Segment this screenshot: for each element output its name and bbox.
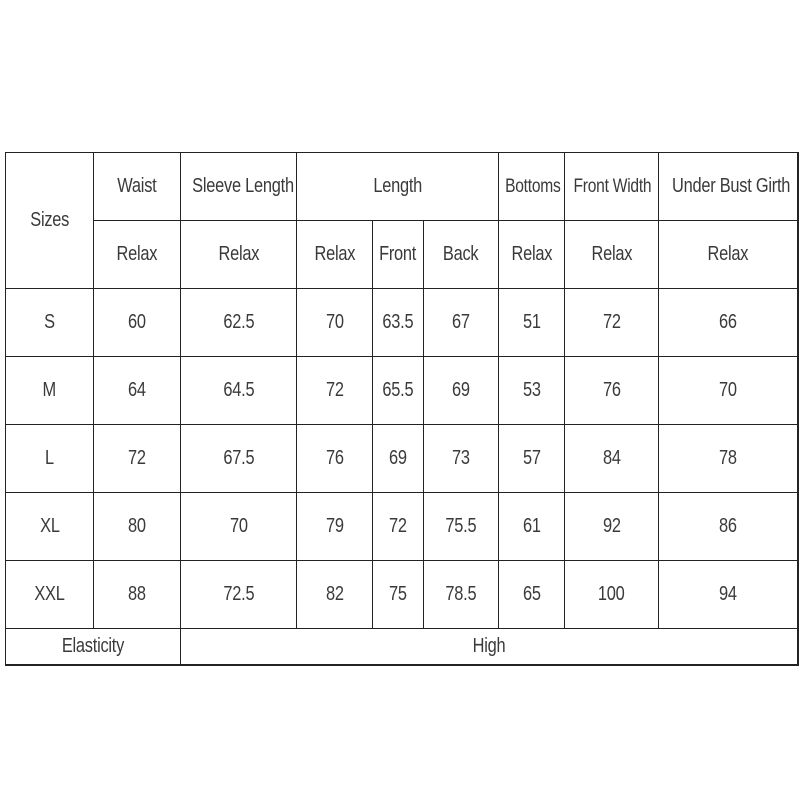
size-cell: XXL xyxy=(6,561,94,629)
size-cell: XL xyxy=(6,493,94,561)
value-cell: 78 xyxy=(659,425,798,493)
value-cell: 72.5 xyxy=(181,561,297,629)
table-row xyxy=(6,357,798,425)
value-cell: 84 xyxy=(565,425,659,493)
size-chart-table xyxy=(5,152,799,666)
value-cell: 73 xyxy=(424,425,499,493)
table-row xyxy=(6,425,798,493)
value-cell: 80 xyxy=(94,493,181,561)
subheader-cell: Relax xyxy=(565,221,659,289)
value-cell: 72 xyxy=(94,425,181,493)
value-cell: 72 xyxy=(373,493,424,561)
value-cell: 65.5 xyxy=(373,357,424,425)
elasticity-value: High xyxy=(181,629,798,665)
subheader-cell: Relax xyxy=(297,221,373,289)
value-cell: 82 xyxy=(297,561,373,629)
value-cell: 70 xyxy=(181,493,297,561)
header-row-sub xyxy=(6,221,798,289)
sleeve-length-header: Sleeve Length xyxy=(181,153,297,221)
subheader-cell: Relax xyxy=(94,221,181,289)
value-cell: 60 xyxy=(94,289,181,357)
value-cell: 100 xyxy=(565,561,659,629)
under-bust-girth-header: Under Bust Girth xyxy=(659,153,798,221)
value-cell: 67 xyxy=(424,289,499,357)
value-cell: 70 xyxy=(297,289,373,357)
value-cell: 63.5 xyxy=(373,289,424,357)
elasticity-label: Elasticity xyxy=(6,629,181,665)
length-header: Length xyxy=(297,153,499,221)
value-cell: 65 xyxy=(499,561,565,629)
size-cell: S xyxy=(6,289,94,357)
value-cell: 70 xyxy=(659,357,798,425)
value-cell: 88 xyxy=(94,561,181,629)
value-cell: 53 xyxy=(499,357,565,425)
sizes-header: Sizes xyxy=(6,153,94,289)
header-row-groups xyxy=(6,153,798,221)
value-cell: 64 xyxy=(94,357,181,425)
table-row xyxy=(6,289,798,357)
value-cell: 72 xyxy=(297,357,373,425)
value-cell: 72 xyxy=(565,289,659,357)
elasticity-row xyxy=(6,629,798,665)
front-width-header: Front Width xyxy=(565,153,659,221)
bottoms-header: Bottoms xyxy=(499,153,565,221)
value-cell: 69 xyxy=(424,357,499,425)
subheader-cell: Relax xyxy=(181,221,297,289)
value-cell: 62.5 xyxy=(181,289,297,357)
value-cell: 92 xyxy=(565,493,659,561)
value-cell: 66 xyxy=(659,289,798,357)
value-cell: 86 xyxy=(659,493,798,561)
waist-header: Waist xyxy=(94,153,181,221)
subheader-cell: Relax xyxy=(659,221,798,289)
value-cell: 75.5 xyxy=(424,493,499,561)
value-cell: 94 xyxy=(659,561,798,629)
value-cell: 61 xyxy=(499,493,565,561)
value-cell: 76 xyxy=(565,357,659,425)
size-cell: L xyxy=(6,425,94,493)
subheader-cell: Relax xyxy=(499,221,565,289)
subheader-cell: Back xyxy=(424,221,499,289)
table-row xyxy=(6,561,798,629)
value-cell: 76 xyxy=(297,425,373,493)
value-cell: 51 xyxy=(499,289,565,357)
value-cell: 75 xyxy=(373,561,424,629)
value-cell: 78.5 xyxy=(424,561,499,629)
value-cell: 57 xyxy=(499,425,565,493)
value-cell: 79 xyxy=(297,493,373,561)
value-cell: 69 xyxy=(373,425,424,493)
value-cell: 67.5 xyxy=(181,425,297,493)
value-cell: 64.5 xyxy=(181,357,297,425)
table-row xyxy=(6,493,798,561)
subheader-cell: Front xyxy=(373,221,424,289)
size-cell: M xyxy=(6,357,94,425)
